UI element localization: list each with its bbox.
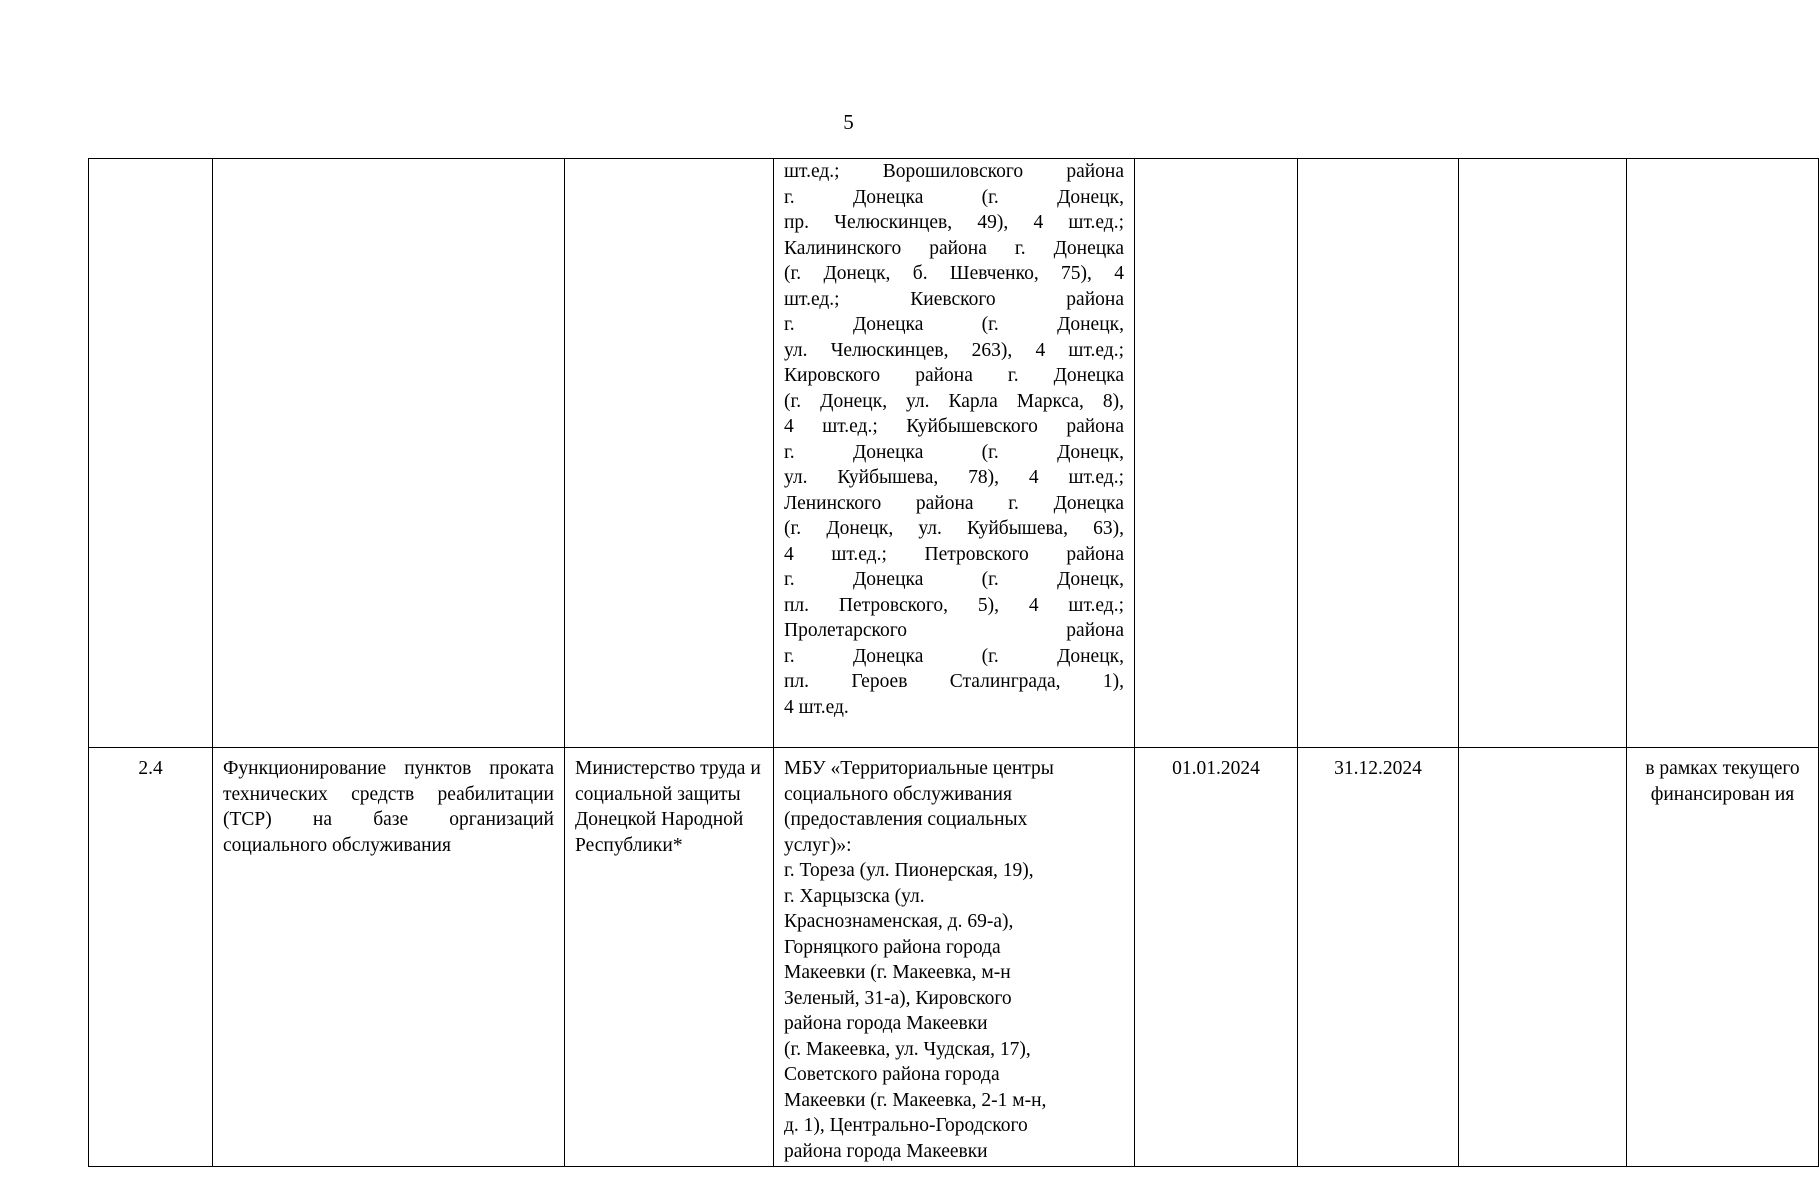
- plan-table: [88, 158, 1819, 1167]
- address-line: пл. Петровского, 5), 4 шт.ед.;: [784, 594, 1124, 616]
- executor-line: МБУ «Территориальные центры: [784, 758, 1054, 779]
- executor-line: Макеевки (г. Макеевка, м-н: [784, 962, 1011, 983]
- address-line: шт.ед.; Ворошиловского района: [784, 161, 1124, 182]
- address-line: 4 шт.ед.: [784, 696, 849, 718]
- address-line: г. Донецка (г. Донецк,: [784, 441, 1124, 463]
- executor-line: г. Харцызска (ул.: [784, 885, 925, 907]
- address-line: пр. Челюскинцев, 49), 4 шт.ед.;: [784, 212, 1124, 233]
- cell-financing: [1627, 159, 1819, 748]
- cell-start-date: [1135, 159, 1298, 748]
- executor-line: района города Макеевки: [784, 1140, 988, 1162]
- executor-line: района города Макеевки: [784, 1013, 988, 1034]
- address-line: Ленинского района г. Донецка: [784, 492, 1124, 514]
- address-line: ул. Челюскинцев, 263), 4 шт.ед.;: [784, 339, 1124, 361]
- address-line: г. Донецка (г. Донецк,: [784, 186, 1124, 208]
- executor-line: услуг)»:: [784, 834, 852, 856]
- address-line: шт.ед.; Киевского района: [784, 288, 1124, 310]
- cell-end-date: 31.12.2024: [1298, 748, 1459, 1167]
- address-line: (г. Донецк, ул. Карла Маркса, 8),: [784, 390, 1124, 412]
- cell-indicator: [1459, 159, 1627, 748]
- address-line: пл. Героев Сталинграда, 1),: [784, 671, 1124, 692]
- cell-start-date: 01.01.2024: [1135, 748, 1298, 1167]
- executor-line: Макеевки (г. Макеевка, 2-1 м-н,: [784, 1089, 1047, 1111]
- address-line: ул. Куйбышева, 78), 4 шт.ед.;: [784, 467, 1124, 488]
- executor-line: Краснознаменская, д. 69-а),: [784, 911, 1014, 932]
- address-line: г. Донецка (г. Донецк,: [784, 645, 1124, 667]
- cell-number: [89, 159, 213, 748]
- executor-line: (г. Макеевка, ул. Чудская, 17),: [784, 1038, 1031, 1060]
- page-number: 5: [843, 110, 854, 134]
- cell-responsible: Министерство труда и социальной защиты Донецкой Народной Республики*: [565, 748, 774, 1167]
- cell-end-date: [1298, 159, 1459, 748]
- address-line: Пролетарского района: [784, 620, 1124, 641]
- cell-executor: [774, 748, 1135, 1167]
- address-line: Калининского района г. Донецка: [784, 237, 1124, 259]
- cell-responsible: [565, 159, 774, 748]
- address-line: (г. Донецк, б. Шевченко, 75), 4: [784, 263, 1124, 284]
- cell-executor-addresses: [774, 159, 1135, 748]
- executor-line: (предоставления социальных: [784, 809, 1028, 830]
- address-line: 4 шт.ед.; Петровского района: [784, 543, 1124, 565]
- executor-line: Советского района города: [784, 1064, 1000, 1085]
- table-row-continued: [89, 159, 1819, 748]
- executor-line: г. Тореза (ул. Пионерская, 19),: [784, 860, 1034, 881]
- cell-indicator: [1459, 748, 1627, 1167]
- executor-line: д. 1), Центрально-Городского: [784, 1115, 1028, 1136]
- executor-line: Горняцкого района города: [784, 936, 1001, 958]
- address-line: 4 шт.ед.; Куйбышевского района: [784, 416, 1124, 437]
- cell-financing: в рамках текущего финансирован ия: [1627, 748, 1819, 1167]
- cell-activity: Функционирование пунктов проката технических средств реабилитации (ТСР) на базе организаций социального обслуживания: [213, 748, 565, 1167]
- address-line: (г. Донецк, ул. Куйбышева, 63),: [784, 518, 1124, 539]
- executor-line: социального обслуживания: [784, 783, 1012, 805]
- cell-activity: [213, 159, 565, 748]
- table-row-2-4: [89, 748, 1819, 1167]
- executor-line: Зеленый, 31-а), Кировского: [784, 987, 1012, 1009]
- address-line: Кировского района г. Донецка: [784, 365, 1124, 386]
- address-line: г. Донецка (г. Донецк,: [784, 314, 1124, 335]
- cell-number: 2.4: [89, 748, 213, 1167]
- address-line: г. Донецка (г. Донецк,: [784, 569, 1124, 590]
